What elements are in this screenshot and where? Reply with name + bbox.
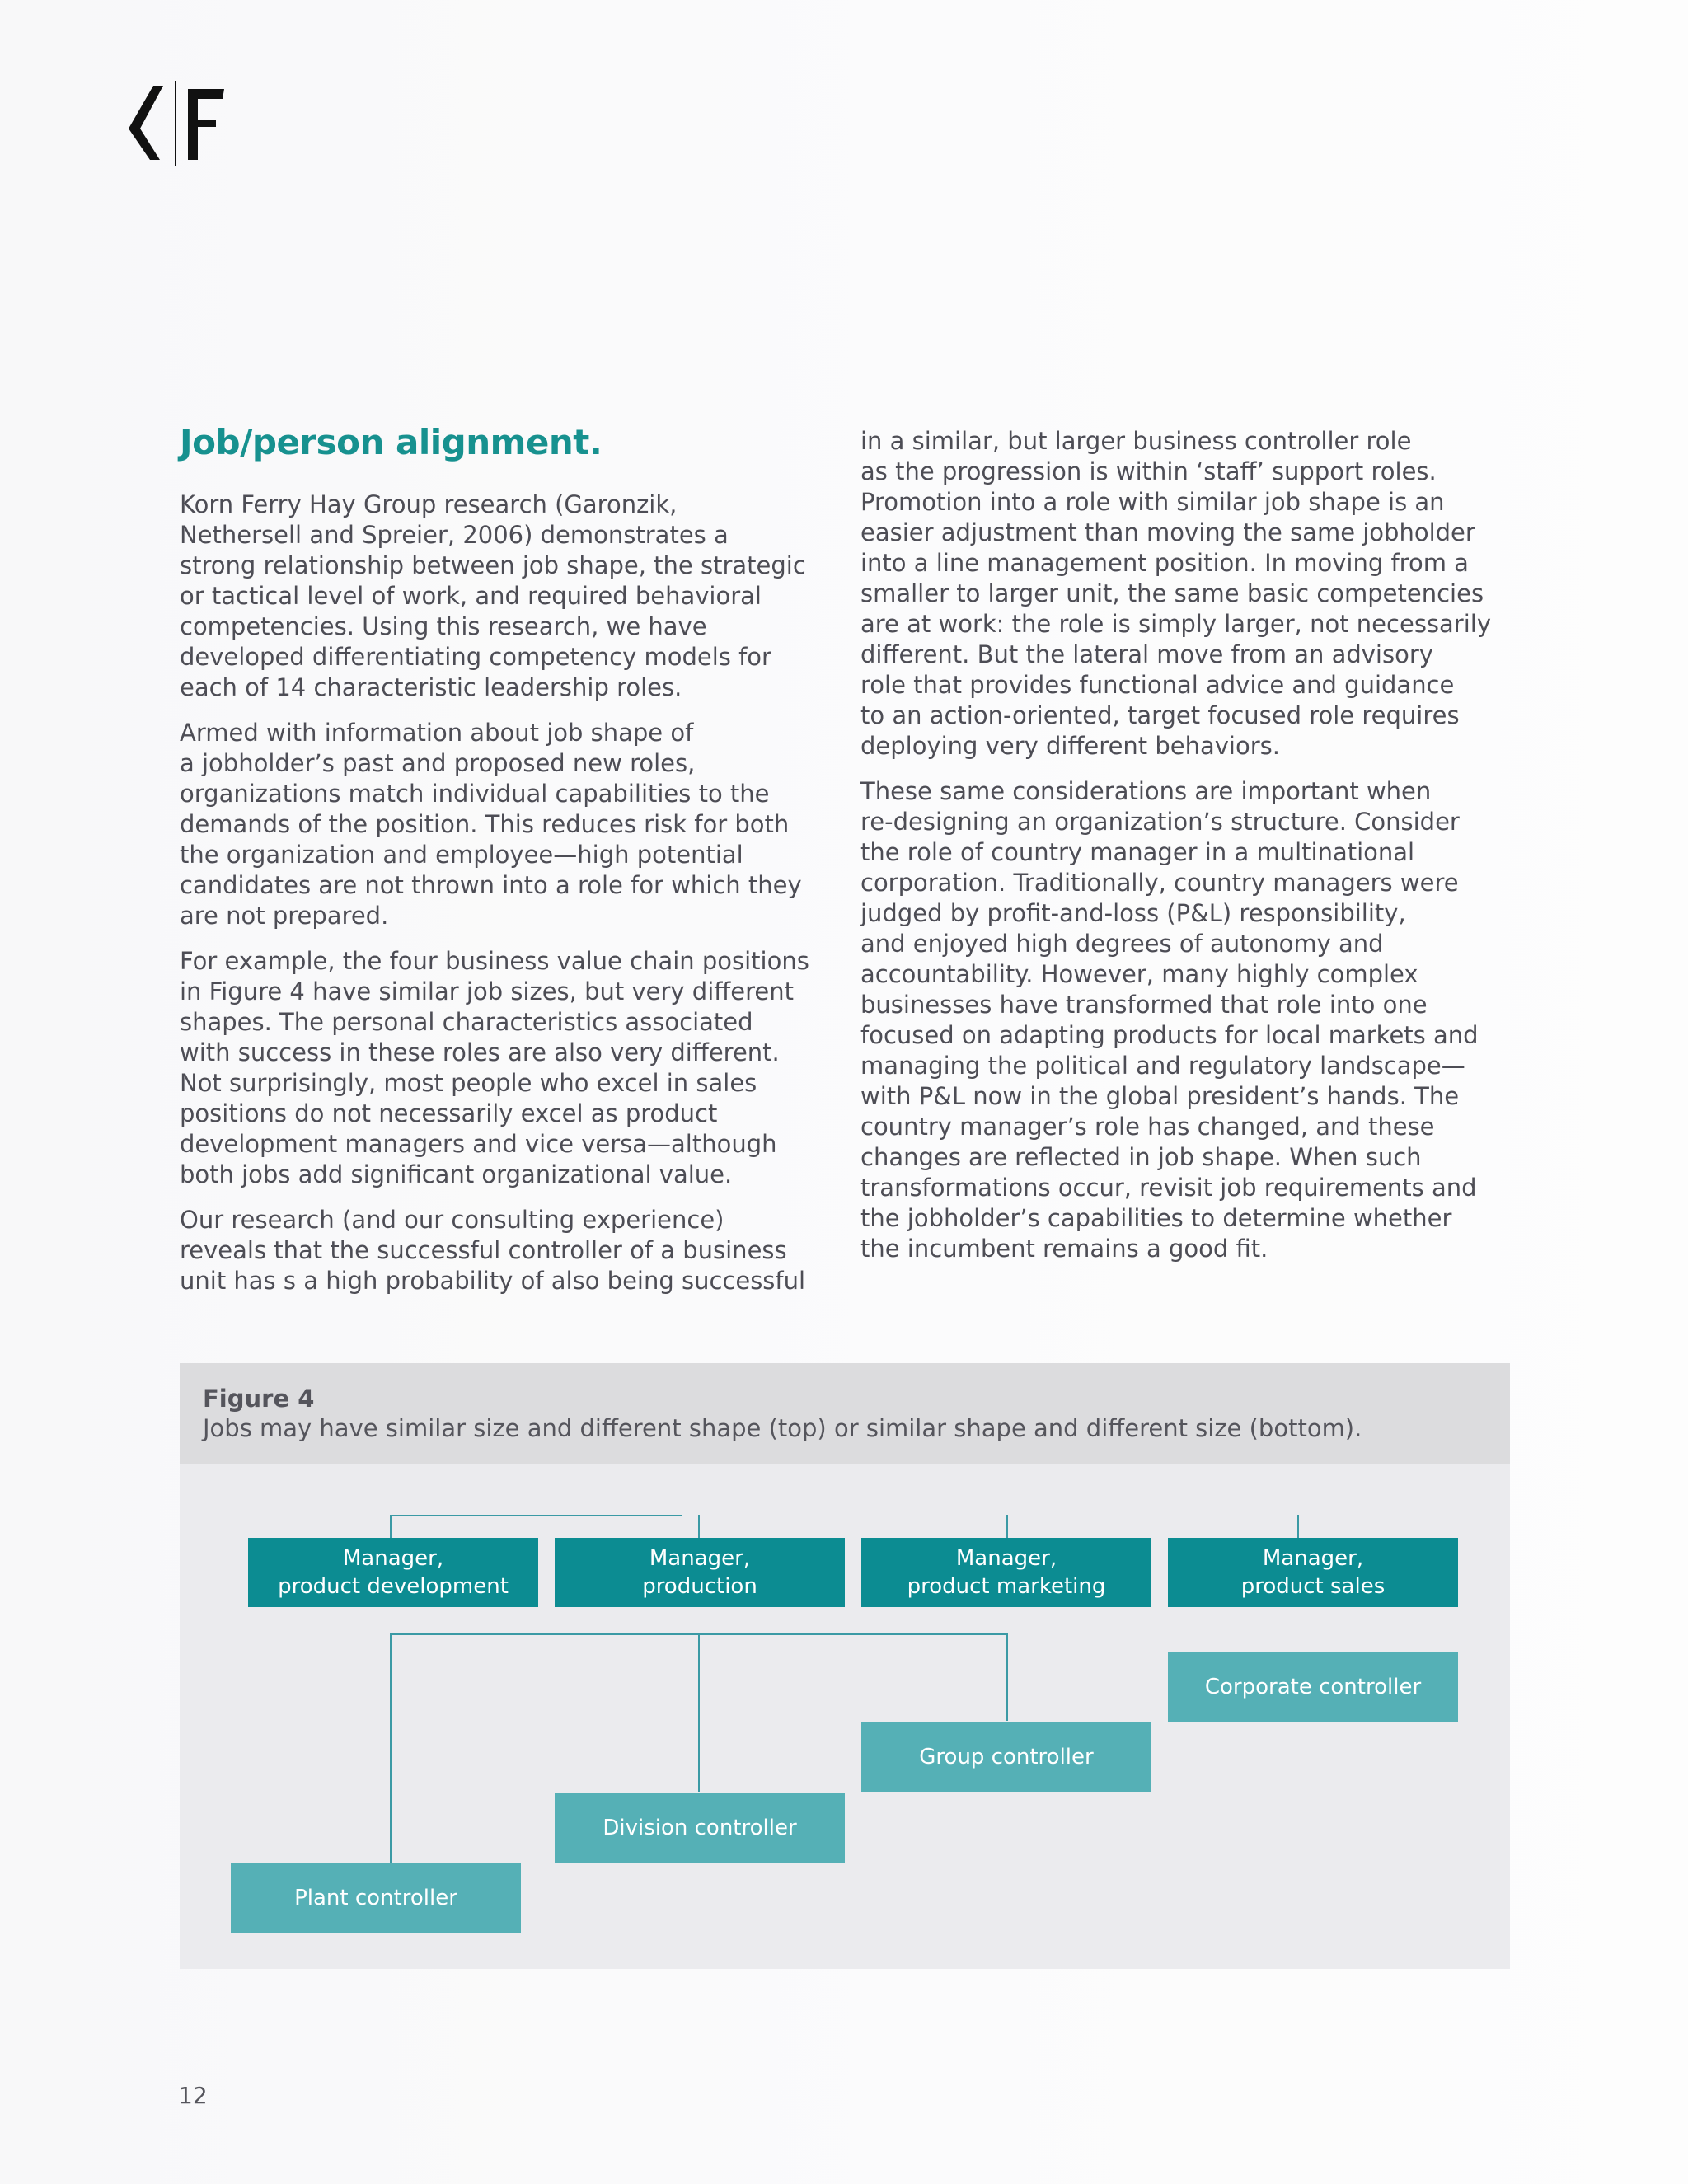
- paragraph: Armed with information about job shape of a jobholder’s past and proposed new roles, organizations match individual capabilities to the demands of the position. This reduces risk for both the organization and employee—high potential candidates are not thrown into a role for which they are not prepared.: [180, 719, 802, 930]
- korn-ferry-logo: [122, 81, 229, 171]
- manager-production-box: Manager, production: [555, 1538, 845, 1607]
- page-number: 12: [178, 2082, 208, 2109]
- connector-line: [390, 1633, 392, 1863]
- figure-number: Figure 4: [203, 1385, 315, 1413]
- connector-line: [698, 1633, 700, 1792]
- figure-header: [180, 1363, 1510, 1464]
- connector-line: [390, 1515, 392, 1538]
- connector-line: [1006, 1515, 1008, 1538]
- connector-line: [390, 1515, 682, 1516]
- paragraph: For example, the four business value chain positions in Figure 4 have similar job sizes, but very different shapes. The personal characteristics associated with success in these roles are also very different. Not surprisingly, most people who excel in sales positions do not necessarily excel as product development managers and vice versa—although both jobs add significant organizational value.: [180, 947, 809, 1188]
- figure-4: [180, 1363, 1510, 1969]
- paragraph: in a similar, but larger business controller role as the progression is within ‘staff’ support roles. Promotion into a role with similar job shape is an easier adjustment than moving the same jobholder into a line management position. In moving from a smaller to larger unit, the same basic competencies are at work: the role is simply larger, not necessarily different. But the lateral move from an advisory role that provides functional advice and guidance to an action-oriented, target focused role requires deploying very different behaviors.: [860, 427, 1492, 760]
- connector-line: [1006, 1633, 1008, 1721]
- figure-caption: Jobs may have similar size and different shape (top) or similar shape and different size (bottom).: [203, 1414, 1362, 1442]
- group-controller-box: Group controller: [861, 1722, 1151, 1792]
- connector-line: [698, 1515, 700, 1538]
- section-heading: Job/person alignment.: [180, 422, 603, 462]
- paragraph: Korn Ferry Hay Group research (Garonzik, Nethersell and Spreier, 2006) demonstrates a strong relationship between job shape, the strategic or tactical level of work, and required behavioral competencies. Using this research, we have developed differentiating competency models for each of 14 characteristic leadership roles.: [180, 490, 806, 701]
- paragraph: These same considerations are important when re-designing an organization’s structure. Consider the role of country manager in a multinational corporation. Traditionally, country managers were judged by profit-and-loss (P&L) responsibility, and enjoyed high degrees of autonomy and accountability. However, many highly complex businesses have transformed that role into one focused on adapting products for local markets and managing the political and regulatory landscape— with P&L now in the global president’s hands. The country manager’s role has changed, and these changes are reflected in job shape. When such transformations occur, revisit job requirements and the jobholder’s capabilities to determine whether the incumbent remains a good fit.: [860, 777, 1479, 1263]
- connector-line: [1297, 1515, 1299, 1538]
- manager-product-sales-box: Manager, product sales: [1168, 1538, 1458, 1607]
- corporate-controller-box: Corporate controller: [1168, 1652, 1458, 1722]
- plant-controller-box: Plant controller: [231, 1863, 521, 1933]
- paragraph: Our research (and our consulting experience) reveals that the successful controller of a business unit has s a high probability of also being successful: [180, 1206, 806, 1295]
- manager-product-marketing-box: Manager, product marketing: [861, 1538, 1151, 1607]
- division-controller-box: Division controller: [555, 1793, 845, 1863]
- manager-product-development-box: Manager, product development: [248, 1538, 538, 1607]
